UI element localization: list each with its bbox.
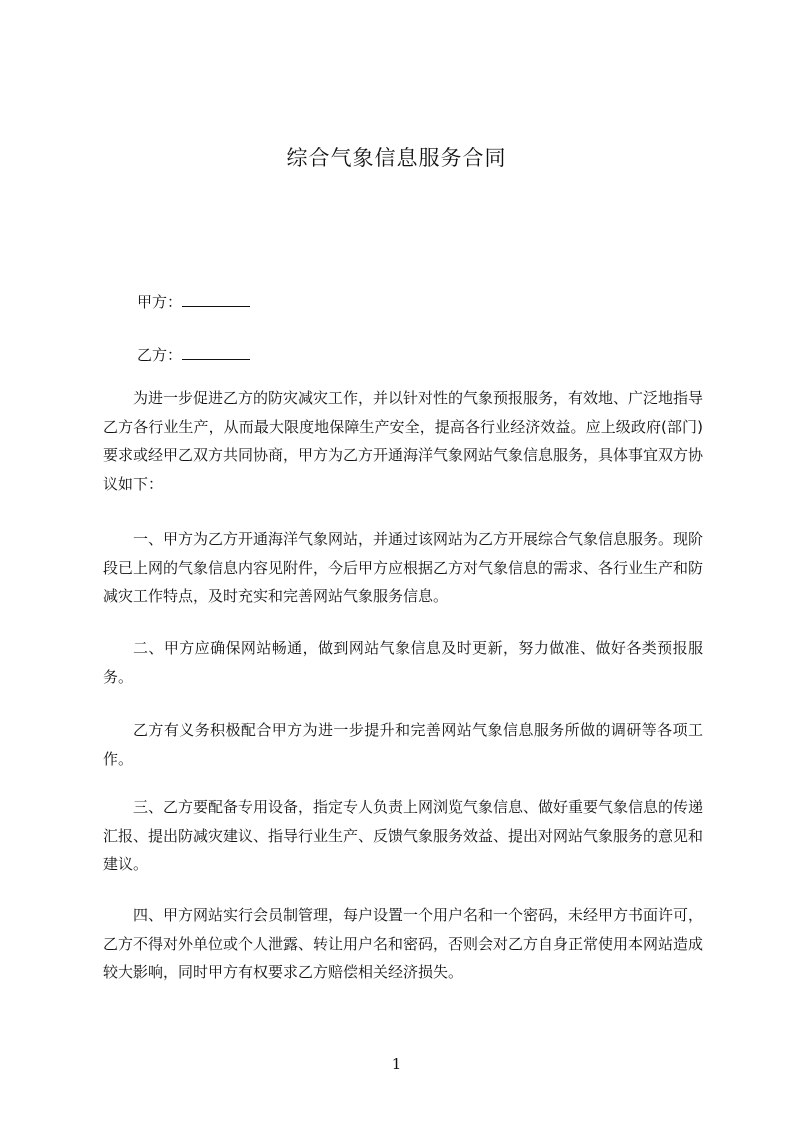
page-number: 1 bbox=[391, 1055, 402, 1073]
party-a-label: 甲方： bbox=[137, 293, 183, 311]
paragraph-clause-2: 二、甲方应确保网站畅通，做到网站气象信息及时更新，努力做准、做好各类预报服务。 bbox=[103, 639, 703, 686]
party-b-label: 乙方： bbox=[137, 346, 183, 364]
party-b-line bbox=[137, 345, 250, 365]
party-b-blank bbox=[182, 345, 250, 360]
document-title: 综合气象信息服务合同 bbox=[286, 146, 507, 170]
party-a-blank bbox=[182, 292, 250, 307]
party-a-line bbox=[137, 292, 250, 312]
paragraph-party-b-obligation: 乙方有义务积极配合甲方为进一步提升和完善网站气象信息服务所做的调研等各项工作。 bbox=[103, 721, 703, 768]
paragraph-clause-1: 一、甲方为乙方开通海洋气象网站，并通过该网站为乙方开展综合气象信息服务。现阶段已上网的气象信息内容见附件，今后甲方应根据乙方对气象信息的需求、各行业生产和防减灾工作特点，及时充实和完善网站气象服务信息。 bbox=[103, 530, 704, 605]
paragraph-clause-4: 四、甲方网站实行会员制管理，每户设置一个用户名和一个密码，未经甲方书面许可，乙方不得对外单位或个人泄露、转让用户名和密码，否则会对乙方自身正常使用本网站造成较大影响，同时甲方有权要求乙方赔偿相关经济损失。 bbox=[103, 906, 704, 981]
paragraph-intro: 为进一步促进乙方的防灾减灾工作，并以针对性的气象预报服务，有效地、广泛地指导乙方各行业生产，从而最大限度地保障生产安全，提高各行业经济效益。应上级政府(部门)要求或经甲乙双方共同协商，甲方为乙方开通海洋气象网站气象信息服务，具体事宜双方协议如下： bbox=[103, 389, 704, 493]
paragraph-clause-3: 三、乙方要配备专用设备，指定专人负责上网浏览气象信息、做好重要气象信息的传递汇报、提出防减灾建议、指导行业生产、反馈气象服务效益、提出对网站气象服务的意见和建议。 bbox=[103, 798, 704, 873]
